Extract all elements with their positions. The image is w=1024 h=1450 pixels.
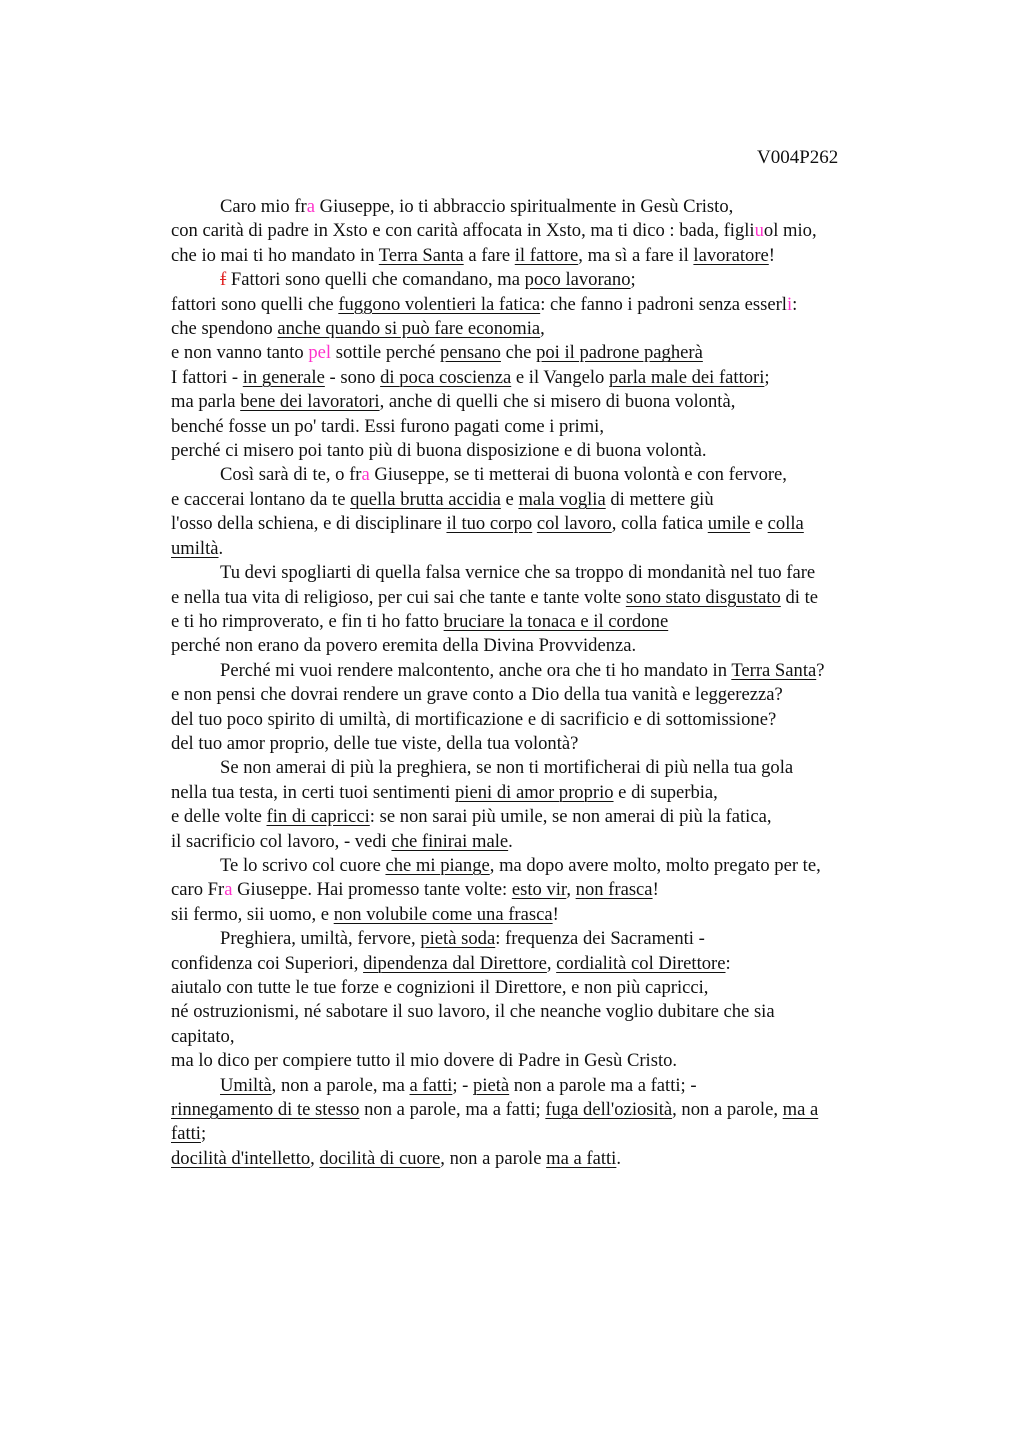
text-segment: confidenza coi Superiori, <box>171 952 364 974</box>
text-segment: Giuseppe, io ti abbraccio spiritualmente in Gesù Cristo, <box>315 196 734 217</box>
text-segment: e non vanno tanto <box>171 342 309 364</box>
text-segment: nella tua testa, in certi tuoi sentimenti <box>171 781 455 803</box>
text-line <box>171 708 901 732</box>
text-line <box>171 1147 901 1171</box>
text-segment: , non a parole <box>440 1147 547 1169</box>
text-line <box>171 268 901 292</box>
text-segment: Caro mio fr <box>220 196 307 217</box>
text-line <box>171 586 901 610</box>
text-segment: ! <box>768 244 775 266</box>
text-segment: , anche di quelli che si misero di buona volontà, <box>379 391 736 413</box>
text-line <box>171 903 901 927</box>
underlined-text: docilità di cuore <box>319 1147 441 1169</box>
text-segment: Se non amerai di più la preghiera, se non ti mortificherai di più nella tua gola <box>220 757 794 779</box>
text-segment: : frequenza dei Sacramenti - <box>495 928 705 950</box>
underlined-text: il tuo corpo <box>446 513 533 535</box>
text-segment: non a parole, ma a fatti; <box>359 1099 546 1121</box>
text-line <box>171 830 901 854</box>
text-segment: ! <box>552 903 559 925</box>
underlined-text: Umiltà <box>220 1074 272 1096</box>
underlined-text: Terra Santa <box>731 659 817 681</box>
underlined-text: docilità d'intelletto <box>171 1147 311 1169</box>
text-segment: Perché mi vuoi rendere malcontento, anche ora che ti ho mandato in <box>220 659 732 681</box>
text-segment: , colla fatica <box>611 513 708 535</box>
text-line <box>171 732 901 756</box>
underlined-text: non volubile come una frasca <box>333 903 553 925</box>
underlined-text: esto vir <box>511 879 567 901</box>
text-line <box>171 341 901 365</box>
text-segment: il sacrificio col lavoro, - vedi <box>171 830 392 852</box>
underlined-text: lavoratore <box>693 244 769 266</box>
text-line <box>171 781 901 805</box>
text-segment: e <box>500 488 519 510</box>
text-line <box>171 610 901 634</box>
text-segment: - sono <box>324 366 381 388</box>
underlined-text: anche quando si può fare economia <box>277 318 541 340</box>
underlined-text: di poca coscienza <box>380 366 512 388</box>
highlighted-correction: a <box>224 879 233 901</box>
text-segment: che spendono <box>171 318 278 340</box>
text-segment: a fare <box>463 244 515 266</box>
text-segment: del tuo amor proprio, delle tue viste, della tua volontà? <box>171 732 579 754</box>
text-segment: ? <box>816 659 825 681</box>
text-line <box>171 366 901 390</box>
highlighted-correction: pel <box>308 342 332 364</box>
text-line <box>171 244 901 268</box>
underlined-text: cordialità col Direttore <box>556 952 726 974</box>
text-line <box>171 1122 901 1146</box>
text-segment: : che fanno i padroni senza esserl <box>540 293 787 315</box>
text-line <box>171 1049 901 1073</box>
underlined-text: non frasca <box>575 879 653 901</box>
underlined-text: fuga dell'oziosità <box>545 1099 673 1121</box>
underlined-text: ma a <box>782 1099 819 1121</box>
text-segment: I fattori - <box>171 366 243 388</box>
underlined-text: fuggono volentieri la fatica <box>338 293 541 315</box>
text-segment: , ma sì a fare il <box>578 244 694 266</box>
text-line <box>171 927 901 951</box>
text-segment: , <box>566 879 576 901</box>
text-line <box>171 805 901 829</box>
text-line <box>171 390 901 414</box>
text-line <box>171 537 901 561</box>
text-segment: e ti ho rimproverato, e fin ti ho fatto <box>171 610 444 632</box>
underlined-text: pieni di amor proprio <box>455 781 614 803</box>
text-segment: ol mio, <box>763 220 817 242</box>
text-segment: che <box>500 342 537 364</box>
text-line <box>171 195 901 219</box>
text-segment: l'osso della schiena, e di disciplinare <box>171 513 447 535</box>
text-segment: ; - <box>452 1074 474 1096</box>
text-line <box>171 561 901 585</box>
text-line <box>171 415 901 439</box>
text-line <box>171 1025 901 1049</box>
text-segment: Preghiera, umiltà, fervore, <box>220 928 421 950</box>
text-segment: Giuseppe, se ti metterai di buona volontà e con fervore, <box>369 464 787 486</box>
text-segment: e delle volte <box>171 806 267 828</box>
underlined-text: rinnegamento di te stesso <box>171 1099 360 1121</box>
underlined-text: fatti <box>171 1123 201 1145</box>
text-segment: Tu devi spogliarti di quella falsa vernice che sa troppo di mondanità nel tuo fare <box>220 562 816 584</box>
text-line <box>171 683 901 707</box>
text-segment: aiutalo con tutte le tue forze e cognizioni il Direttore, e non più capricci, <box>171 977 709 998</box>
text-segment: di te <box>780 586 818 608</box>
text-segment: . <box>508 830 513 852</box>
text-segment: caro Fr <box>171 879 225 901</box>
page-identifier: V004P262 <box>757 147 839 168</box>
underlined-text: in generale <box>242 366 325 388</box>
underlined-text: il fattore <box>514 244 579 266</box>
text-segment: , <box>546 952 557 974</box>
underlined-text: mala voglia <box>518 488 606 510</box>
text-segment: capitato, <box>171 1025 235 1047</box>
highlighted-correction: u <box>754 220 764 242</box>
text-segment: sii fermo, sii uomo, e <box>171 903 334 925</box>
text-line <box>171 317 901 341</box>
text-line <box>171 659 901 683</box>
underlined-text: a fatti <box>409 1074 453 1096</box>
underlined-text: bruciare la tonaca e il cordone <box>443 610 669 632</box>
text-segment: , <box>310 1147 320 1169</box>
text-segment: perché ci misero poi tanto più di buona disposizione e di buona volontà. <box>171 440 707 462</box>
text-segment: : se non sarai più umile, se non amerai di più la fatica, <box>369 806 772 828</box>
text-line <box>171 756 901 780</box>
text-line <box>171 976 901 1000</box>
highlighted-correction: a <box>361 464 370 486</box>
underlined-text: umile <box>707 513 751 535</box>
underlined-text: poi il padrone pagherà <box>536 342 703 364</box>
text-line <box>171 488 901 512</box>
text-line <box>171 1074 901 1098</box>
text-line <box>171 878 901 902</box>
underlined-text: che mi piange <box>385 854 490 876</box>
underlined-text: colla <box>767 513 804 535</box>
text-segment: ; <box>630 269 636 291</box>
letter-body <box>171 195 901 1171</box>
text-segment: sottile perché <box>331 342 441 364</box>
text-line <box>171 293 901 317</box>
text-segment: e nella tua vita di religioso, per cui sai che tante e tante volte <box>171 586 626 608</box>
text-segment: Fattori sono quelli che comandano, ma <box>226 269 525 291</box>
underlined-text: che finirai male <box>391 830 509 852</box>
text-segment: e <box>750 513 768 535</box>
text-line <box>171 1000 901 1024</box>
text-segment: ma parla <box>171 391 241 413</box>
struck-letter: f <box>220 269 227 291</box>
text-line <box>171 219 901 243</box>
text-segment: e il Vangelo <box>511 366 610 388</box>
text-segment: perché non erano da povero eremita della Divina Provvidenza. <box>171 635 637 657</box>
underlined-text: umiltà <box>171 537 219 559</box>
text-line <box>171 512 901 536</box>
text-segment: , non a parole, <box>672 1099 783 1121</box>
text-segment: , ma dopo avere molto, molto pregato per te, <box>489 854 821 876</box>
underlined-text: col lavoro <box>536 513 612 535</box>
underlined-text: sono stato disgustato <box>625 586 781 608</box>
text-segment: ; <box>200 1123 207 1145</box>
text-segment: , <box>540 318 545 340</box>
text-line <box>171 952 901 976</box>
underlined-text: fin di capricci <box>266 806 370 828</box>
highlighted-correction: i <box>786 293 793 315</box>
text-segment: e non pensi che dovrai rendere un grave conto a Dio della tua vanità e leggerezza? <box>171 684 783 706</box>
underlined-text: ma a fatti <box>546 1147 617 1169</box>
underlined-text: parla male dei fattori <box>609 366 765 388</box>
text-segment: non a parole ma a fatti; - <box>509 1074 697 1096</box>
underlined-text: dipendenza dal Direttore <box>363 952 547 974</box>
underlined-text: pietà <box>473 1074 510 1096</box>
text-segment: : <box>725 952 731 974</box>
text-segment: né ostruzionismi, né sabotare il suo lavoro, il che neanche voglio dubitare che sia <box>171 1001 775 1023</box>
text-segment: : <box>792 293 798 315</box>
text-line <box>171 439 901 463</box>
text-segment: ma lo dico per compiere tutto il mio dovere di Padre in Gesù Cristo. <box>171 1050 678 1072</box>
underlined-text: quella brutta accidia <box>350 488 501 510</box>
text-segment: benché fosse un po' tardi. Essi furono pagati come i primi, <box>171 415 604 437</box>
text-segment: del tuo poco spirito di umiltà, di mortificazione e di sacrificio e di sottomissione? <box>171 708 777 730</box>
underlined-text: Terra Santa <box>378 244 464 266</box>
text-segment: , non a parole, ma <box>271 1074 410 1096</box>
text-segment: ! <box>652 879 659 901</box>
text-segment: e di superbia, <box>613 781 718 803</box>
text-segment: che io mai ti ho mandato in <box>171 244 379 266</box>
underlined-text: bene dei lavoratori <box>240 391 380 413</box>
text-segment: ; <box>764 366 770 388</box>
highlighted-correction: a <box>306 196 316 217</box>
text-segment: di mettere giù <box>605 488 714 510</box>
underlined-text: pensano <box>440 342 501 364</box>
text-segment: . <box>218 537 224 559</box>
text-segment: con carità di padre in Xsto e con carità affocata in Xsto, ma ti dico : bada, figli <box>171 220 755 242</box>
underlined-text: poco lavorano <box>524 269 631 291</box>
text-segment: Giuseppe. Hai promesso tante volte: <box>232 879 512 901</box>
text-segment: fattori sono quelli che <box>171 293 339 315</box>
text-line <box>171 463 901 487</box>
text-segment: . <box>616 1147 621 1169</box>
text-line <box>171 634 901 658</box>
text-segment: e caccerai lontano da te <box>171 488 351 510</box>
text-line <box>171 854 901 878</box>
underlined-text: pietà soda <box>420 928 496 950</box>
text-line <box>171 1098 901 1122</box>
text-segment: Così sarà di te, o fr <box>220 464 362 486</box>
text-segment: Te lo scrivo col cuore <box>220 854 386 876</box>
